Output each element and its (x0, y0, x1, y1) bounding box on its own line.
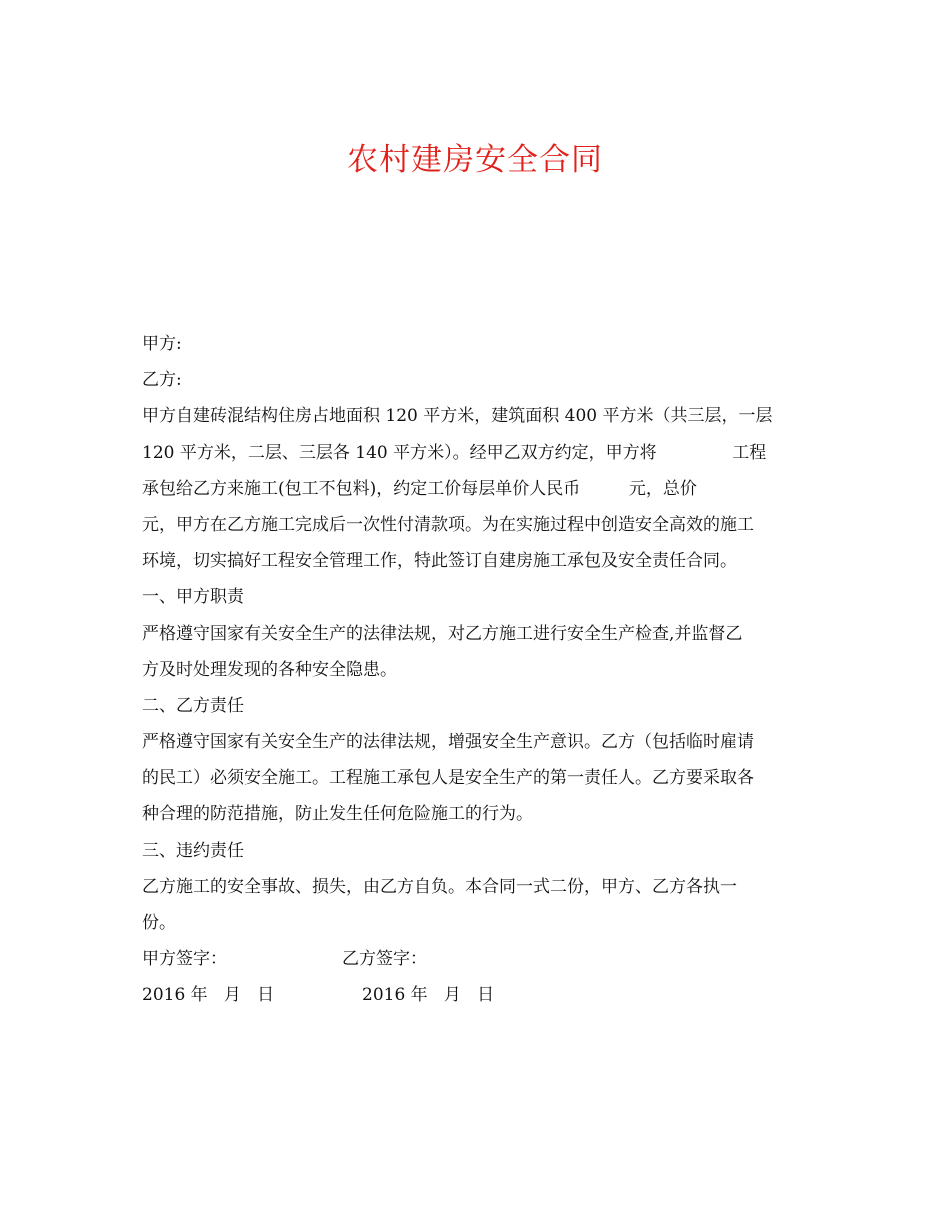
paragraph-line: 的民工）必须安全施工。工程施工承包人是安全生产的第一责任人。乙方要采取各 (142, 768, 754, 789)
paragraph-line: 元，甲方在乙方施工完成后一次性付清款项。为在实施过程中创造安全高效的施工 (142, 514, 754, 535)
signature-row (142, 941, 812, 977)
section-heading-3: 三、违约责任 (142, 840, 244, 861)
paragraph-line: 甲方自建砖混结构住房占地面积 120 平方米，建筑面积 400 平方米（共三层，一层 (142, 406, 773, 427)
party-b-signature-label: 乙方签字： (342, 949, 427, 970)
paragraph-line: 环境，切实搞好工程安全管理工作，特此签订自建房施工承包及安全责任合同。 (142, 551, 737, 572)
document-body (142, 326, 812, 1014)
party-b-date: 2016 年 月 日 (362, 985, 495, 1006)
party-a-line: 甲方: (142, 334, 182, 354)
section-heading-2: 二、乙方责任 (142, 695, 244, 716)
paragraph-line: 严格遵守国家有关安全生产的法律法规，增强安全生产意识。乙方（包括临时雇请 (142, 732, 754, 753)
paragraph-line: 严格遵守国家有关安全生产的法律法规，对乙方施工进行安全生产检查,并监督乙 (142, 623, 743, 644)
party-a-signature-label: 甲方签字： (142, 949, 227, 970)
paragraph-line: 方及时处理发现的各种安全隐患。 (142, 659, 397, 680)
paragraph-line: 份。 (142, 913, 176, 933)
paragraph-line: 承包给乙方来施工(包工不包料)，约定工价每层单价人民币 元，总价 (142, 478, 697, 499)
paragraph-line: 乙方施工的安全事故、损失，由乙方自负。本合同一式二份，甲方、乙方各执一 (142, 876, 737, 897)
section-heading-1: 一、甲方职责 (142, 587, 244, 608)
paragraph-line: 种合理的防范措施，防止发生任何危险施工的行为。 (142, 804, 533, 825)
date-row (142, 977, 812, 1013)
party-b-line: 乙方: (142, 370, 182, 391)
party-a-date: 2016 年 月 日 (142, 985, 275, 1006)
paragraph-line: 120 平方米，二层、三层各 140 平方米）。经甲乙双方约定，甲方将 工程 (142, 442, 767, 463)
document-title: 农村建房安全合同 (347, 142, 603, 178)
